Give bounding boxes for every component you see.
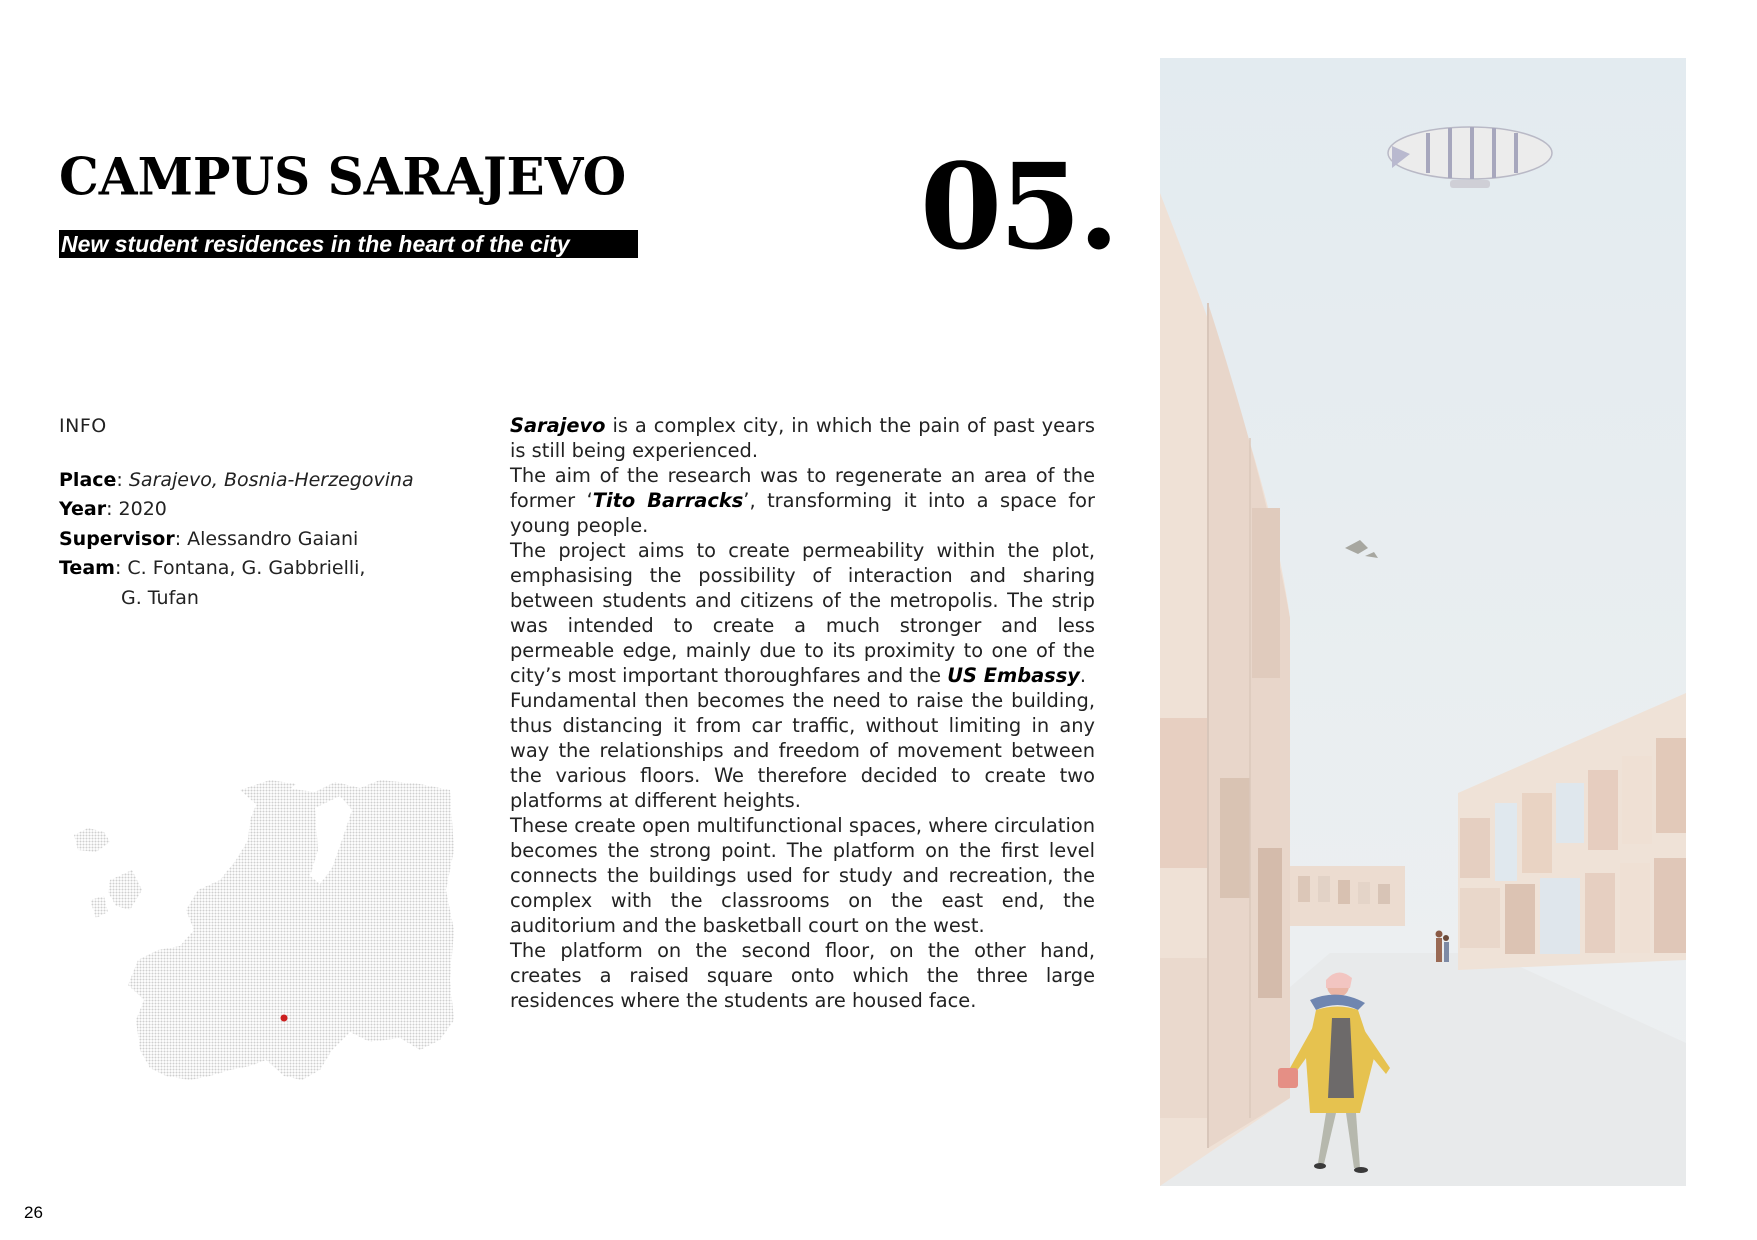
team-value-1: C. Fontana, G. Gabbrielli, <box>127 557 366 579</box>
place-value: Sarajevo, Bosnia-Herzegovina <box>128 468 414 491</box>
body-paragraph-5: These create open multifunctional spaces, where circulation becomes the strong point. The platform on the first level connects the buildings used for study and recreation, the complex with the classrooms on the east end, the auditorium and the basketball court on the west. <box>510 814 1095 937</box>
body-text <box>510 413 1095 1013</box>
info-place: Place: Sarajevo, Bosnia-Herzegovina <box>59 468 414 491</box>
info-year: Year: 2020 <box>59 498 167 520</box>
sarajevo-emphasis: Sarajevo <box>510 414 606 437</box>
tito-barracks-emphasis: Tito Barracks <box>592 489 744 512</box>
europe-map <box>70 780 460 1090</box>
street-illustration <box>1160 58 1686 1186</box>
body-paragraph-4: Fundamental then becomes the need to raise the building, thus distancing it from car traffic, without limiting in any way the relationships and freedom of movement between the various floors. We therefore decided to create two platforms at different heights. <box>510 689 1095 812</box>
page-title: CAMPUS SARAJEVO <box>59 146 627 207</box>
info-team: Team: C. Fontana, G. Gabbrielli, <box>59 557 366 579</box>
info-supervisor: Supervisor: Alessandro Gaiani <box>59 527 359 550</box>
team-label: Team <box>59 557 115 579</box>
info-heading: INFO <box>59 415 107 437</box>
page-number: 26 <box>24 1203 43 1222</box>
supervisor-value: Alessandro Gaiani <box>187 527 359 550</box>
body-paragraph-6: The platform on the second floor, on the other hand, creates a raised square onto which the three large residences where the students are housed face. <box>510 939 1095 1012</box>
sarajevo-marker <box>281 1015 288 1022</box>
info-panel <box>59 412 459 613</box>
year-value: 2020 <box>118 498 167 520</box>
body-paragraph-1: Sarajevo is a complex city, in which the pain of past years is still being experienced. <box>510 414 1095 462</box>
page-subtitle: New student residences in the heart of the city <box>59 230 638 258</box>
distant-buildings <box>1290 866 1405 926</box>
us-embassy-emphasis: US Embassy <box>947 664 1080 687</box>
europe-landmass <box>74 780 454 1080</box>
year-label: Year <box>59 498 107 520</box>
supervisor-label: Supervisor <box>59 527 175 550</box>
body-paragraph-3: The project aims to create permeability within the plot, emphasising the possibility of interaction and sharing between students and citizens of the metropolis. The strip was intended to create a much stronger and less permeable edge, mainly due to its proximity to one of the city’s most important thoroughfares and the US Embassy. <box>510 539 1095 687</box>
team-value-2: G. Tufan <box>121 586 199 609</box>
place-label: Place <box>59 468 117 491</box>
chapter-number: 05. <box>920 137 1117 276</box>
body-paragraph-2: The aim of the research was to regenerate an area of the former ‘Tito Barracks’, transforming it into a space for young people. <box>510 464 1095 537</box>
